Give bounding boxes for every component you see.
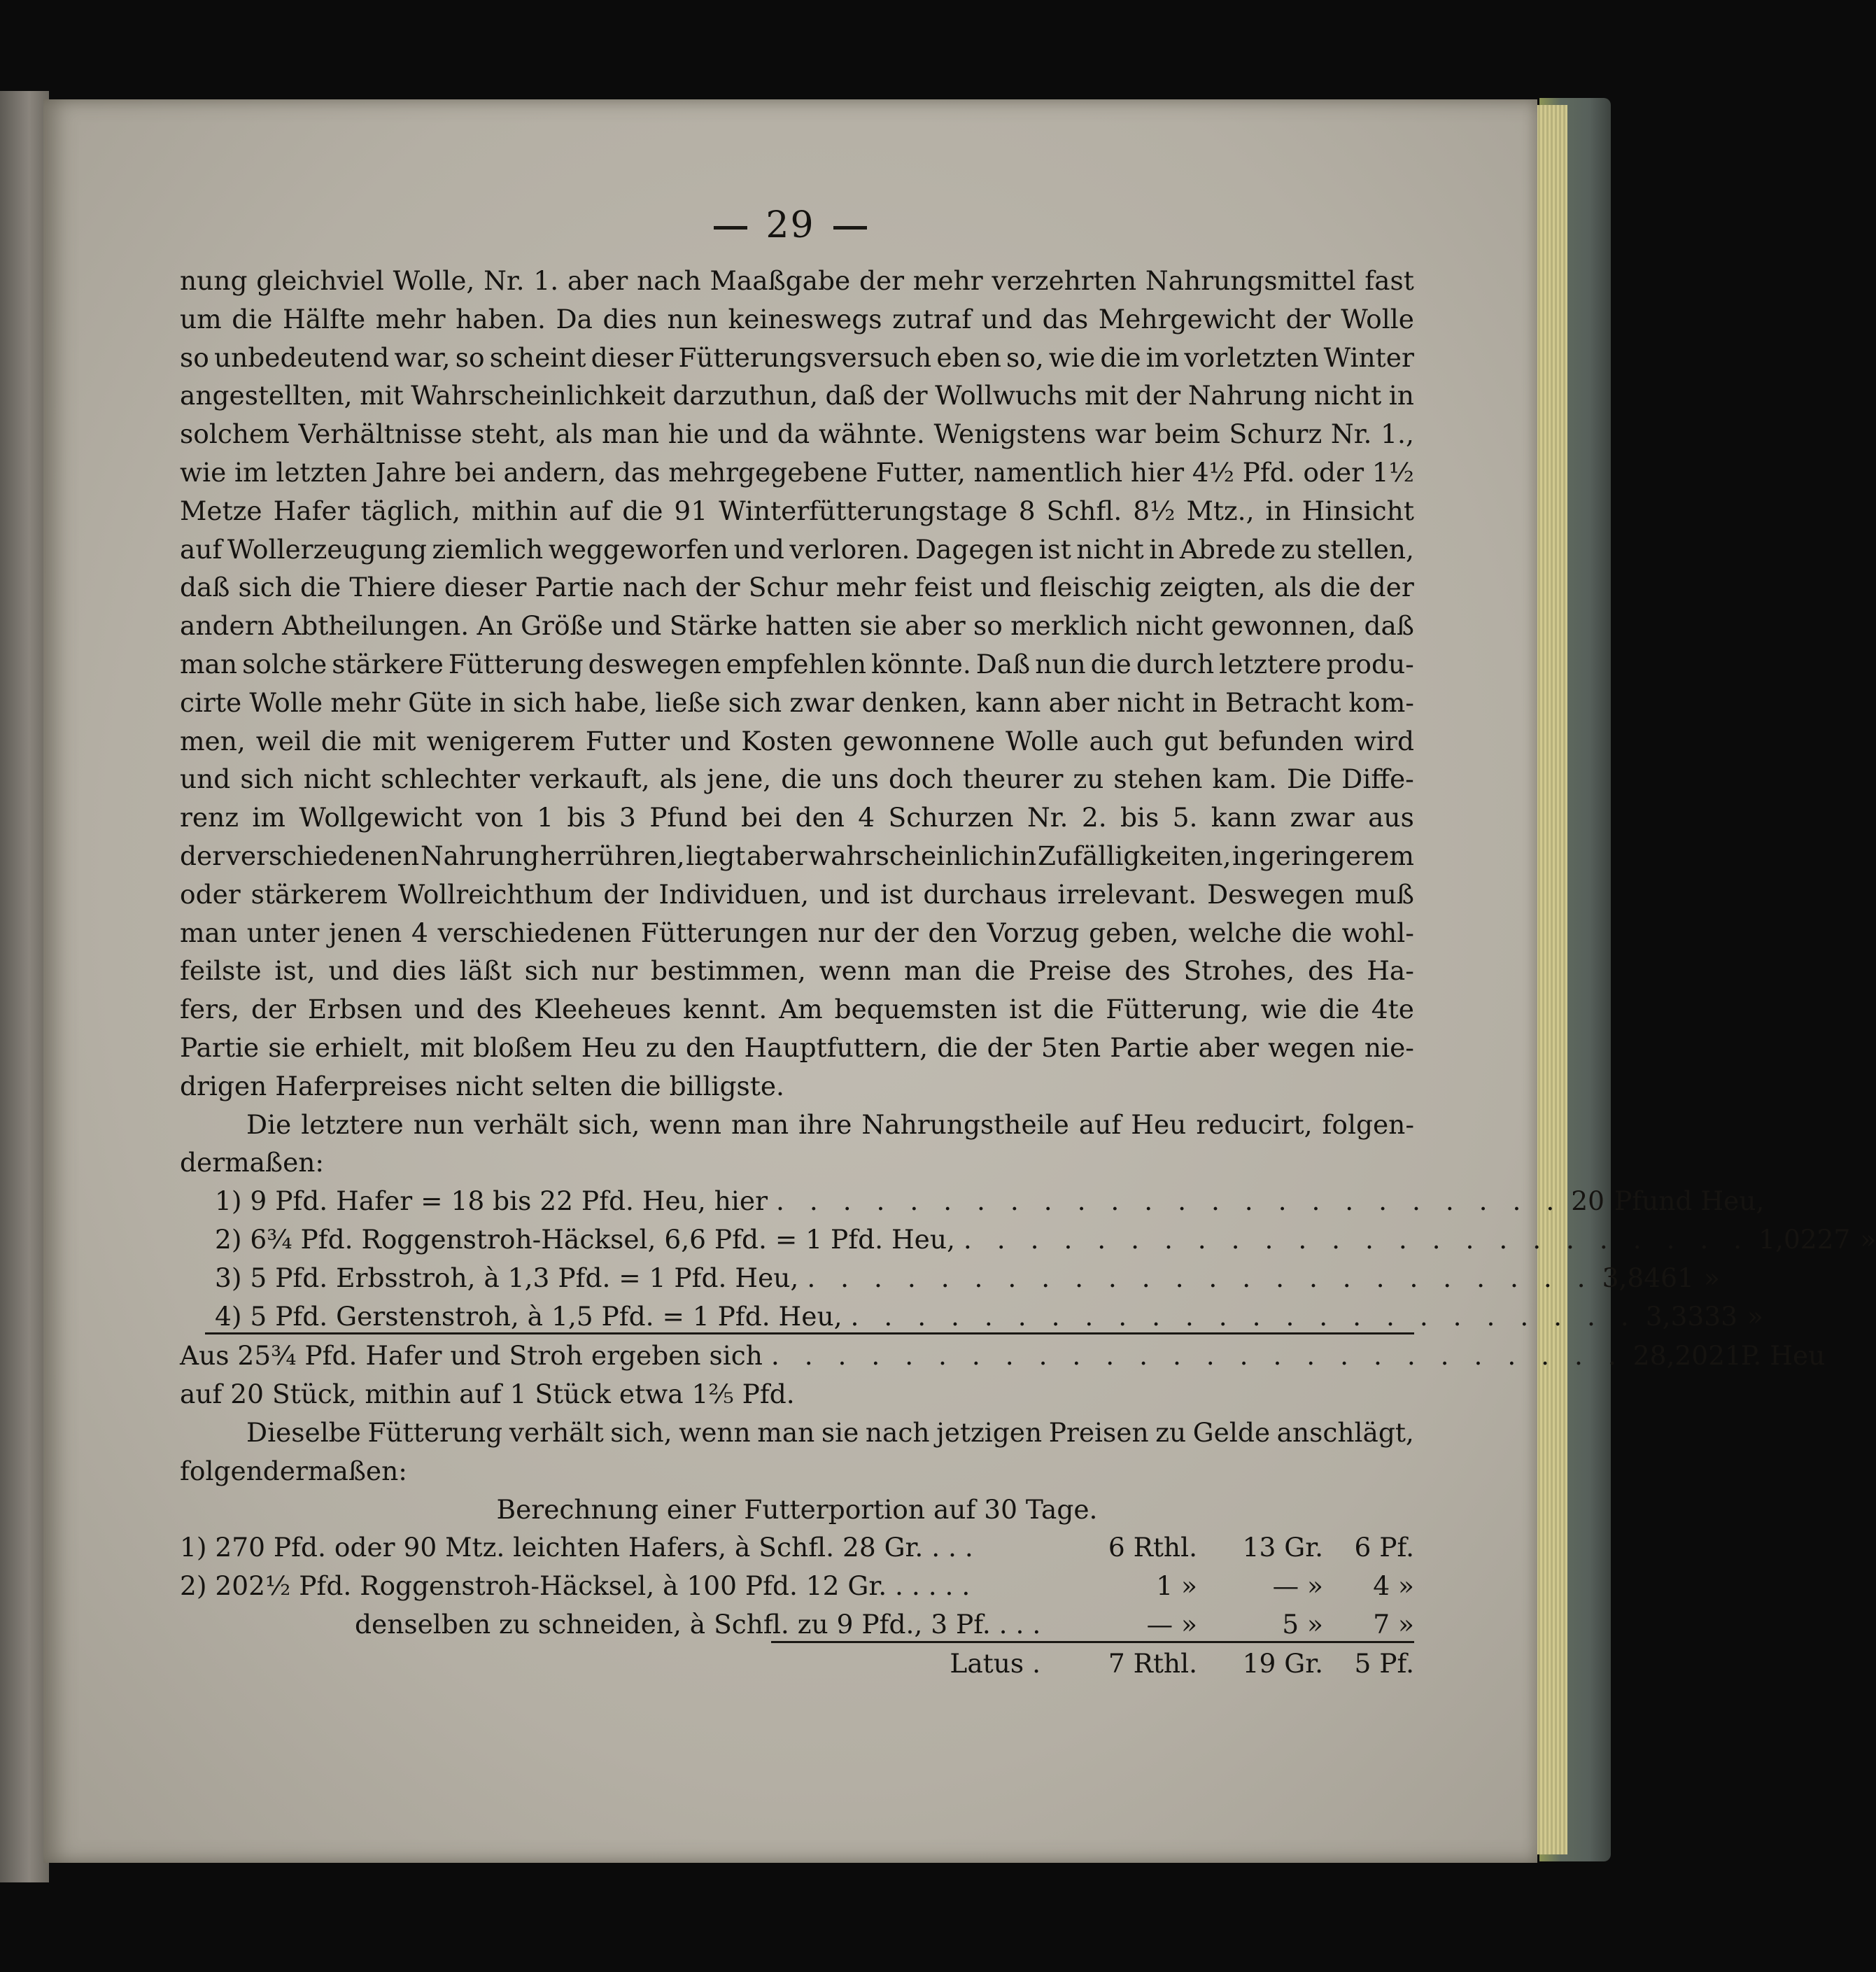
leader-dots: . . . . . . . . . . . . . . . . . . . . . . . . [776,1185,1563,1217]
text-line: folgendermaßen: [180,1455,407,1486]
hay-row-amount: 3,3333 [1645,1300,1737,1332]
text-line: angestellten, mit Wahrscheinlichkeit darzuthun, daß der Wollwuchs mit der Nahrung nicht in [180,380,1414,411]
text-line: feilste ist, und dies läßt sich nur bestimmen, wenn man die Preise des Strohes, des Ha- [180,955,1414,987]
text-line: man unter jenen 4 verschiedenen Fütterungen nur der den Vorzug geben, welche die wohl- [180,917,1414,948]
text-line: dermaßen: [180,1147,325,1178]
hay-row-label: 1) 9 Pfd. Hafer = 18 bis 22 Pfd. Heu, hier [215,1185,768,1217]
hay-total-unit: P. Heu [1740,1340,1826,1372]
text-line: auf Wollerzeugung ziemlich weggeworfen und verloren. Dagegen ist nicht in Abrede zu stellen, [180,533,1414,565]
page-number-text: 29 [766,204,815,246]
money-row-rthl: 6 Rthl. [1108,1532,1197,1563]
text-line: um die Hälfte mehr haben. Da dies nun keineswegs zutraf und das Mehrgewicht der Wolle [180,303,1414,334]
facing-page-edge [0,91,49,1882]
leader-dots: . . . . . . . . . . . . . . . . . . . . . . . . [807,1262,1594,1293]
text-line: Partie sie erhielt, mit bloßem Heu zu den Hauptfuttern, die der 5ten Partie aber wegen nie- [180,1031,1414,1063]
sum-label: Latus . [950,1647,1041,1679]
text-line: Metze Hafer täglich, mithin auf die 91 Winterfütterungstage 8 Schfl. 8½ Mtz., in Hinsicht [180,495,1414,526]
text-line: renz im Wollgewicht von 1 bis 3 Pfund bei den 4 Schurzen Nr. 2. bis 5. kann zwar aus [180,802,1414,833]
leader-dots: . . . . . . . . . . . . . . . . . . . . . . . . . . [770,1340,1625,1372]
text-line: solchem Verhältnisse steht, als man hie und da wähnte. Wenigstens war beim Schurz Nr. 1., [180,418,1414,450]
money-row-pf: 7 » [1373,1608,1414,1640]
money-sum-row [180,1644,1414,1683]
money-row-rthl: — » [1146,1608,1197,1640]
text-line: daß sich die Thiere dieser Partie nach der Schur mehr feist und fleischig zeigten, als die der [180,572,1414,603]
hay-row [180,1182,1765,1220]
sum-pf: 5 Pf. [1354,1647,1414,1679]
leader-dots: . . . . . . . . . . . . . . . . . . . . . . . . [850,1300,1637,1332]
text-line: andern Abtheilungen. An Größe und Stärke hatten sie aber so merklich nicht gewonnen, daß [180,610,1414,642]
hay-total-line2: auf 20 Stück, mithin auf 1 Stück etwa 1⅖ Pfd. [180,1379,795,1410]
text-line: wie im letzten Jahre bei andern, das mehrgegebene Futter, namentlich hier 4½ Pfd. oder 1½ [180,456,1414,488]
page-number [43,204,1537,246]
hay-row-unit: Pfund Heu, [1614,1185,1765,1217]
text-line: cirte Wolle mehr Güte in sich habe, ließe sich zwar denken, kann aber nicht in Betracht kom- [180,686,1414,718]
calc-heading: Berechnung einer Futterportion auf 30 Tage. [496,1493,1098,1525]
money-row-label: denselben zu schneiden, à Schfl. zu 9 Pfd., 3 Pf. . . . [355,1608,1041,1640]
hay-row-unit: » [1747,1300,1763,1332]
money-row-pf: 4 » [1373,1570,1414,1602]
hay-row-unit: » [1703,1262,1720,1293]
hay-row-label: 3) 5 Pfd. Erbsstroh, à 1,3 Pfd. = 1 Pfd. Heu, [215,1262,799,1293]
text-line: Die letztere nun verhält sich, wenn man ihre Nahrungstheile auf Heu reducirt, folgen- [246,1108,1414,1140]
hay-row [180,1297,1763,1336]
paragraph-prices [180,1414,1414,1491]
money-row-gr: 13 Gr. [1242,1532,1323,1563]
hay-row-label: 4) 5 Pfd. Gerstenstroh, à 1,5 Pfd. = 1 Pfd. Heu, [215,1300,842,1332]
text-line: oder stärkerem Wollreichthum der Individuen, und ist durchaus irrelevant. Deswegen muß [180,878,1414,910]
text-line: man solche stärkere Fütterung deswegen empfehlen könnte. Daß nun die durch letztere produ- [180,648,1414,679]
text-line: drigen Haferpreises nicht selten die billigste. [180,1070,784,1101]
text-line: und sich nicht schlechter verkauft, als jene, die uns doch theurer zu stehen kam. Die Diffe- [180,763,1414,795]
text-line: Dieselbe Fütterung verhält sich, wenn man sie nach jetzigen Preisen zu Gelde anschlägt, [246,1416,1414,1448]
text-line: nung gleichviel Wolle, Nr. 1. aber nach Maaßgabe der mehr verzehrten Nahrungsmittel fast [180,265,1414,296]
text-line: fers, der Erbsen und des Kleeheues kennt. Am bequemsten ist die Fütterung, wie die 4te [180,994,1414,1025]
text-line: der verschiedenen Nahrung herrühren, liegt aber wahrscheinlich in Zufälligkeiten, in geringerem [180,840,1414,871]
page-body [180,262,1876,1682]
hay-row-amount: 3,8461 [1602,1262,1694,1293]
leader-dots: . . . . . . . . . . . . . . . . . . . . . . . . [963,1223,1751,1255]
money-row [180,1528,1414,1567]
sum-rthl: 7 Rthl. [1108,1647,1197,1679]
hay-total-label: Aus 25¾ Pfd. Hafer und Stroh ergeben sich [180,1340,763,1372]
money-row-rthl: 1 » [1156,1570,1197,1602]
hay-total-amount: 28,2021 [1632,1340,1742,1372]
paragraph-main [180,262,1414,1106]
hay-total-row [180,1337,1826,1375]
hay-row-amount: 20 [1571,1185,1605,1217]
money-row [180,1567,1414,1605]
hay-row [180,1259,1720,1297]
book-page [43,99,1876,1863]
hay-row-amount: 1,0227 [1758,1223,1851,1255]
money-table [180,1528,1414,1682]
paragraph-reduction [180,1106,1414,1183]
money-row-gr: — » [1272,1570,1323,1602]
hay-reduction-table [180,1182,1876,1414]
folio-dash-right [833,226,867,230]
folio-dash-left [714,226,747,230]
money-row-pf: 6 Pf. [1354,1532,1414,1563]
sum-gr: 19 Gr. [1242,1647,1323,1679]
text-line: so unbedeutend war, so scheint dieser Fütterungsversuch eben so, wie die im vorletzten Winter [180,341,1414,373]
hay-row-label: 2) 6¾ Pfd. Roggenstroh-Häcksel, 6,6 Pfd. = 1 Pfd. Heu, [215,1223,955,1255]
hay-row [180,1220,1876,1259]
hay-row-unit: » [1860,1223,1876,1255]
text-line: men, weil die mit wenigerem Futter und Kosten gewonnene Wolle auch gut befunden wird [180,725,1414,756]
money-row-label: 2) 202½ Pfd. Roggenstroh-Häcksel, à 100 Pfd. 12 Gr. . . . . . [180,1570,971,1602]
money-row-gr: 5 » [1282,1608,1323,1640]
money-row [180,1605,1414,1644]
money-row-label: 1) 270 Pfd. oder 90 Mtz. leichten Hafers, à Schfl. 28 Gr. . . . [180,1532,973,1563]
